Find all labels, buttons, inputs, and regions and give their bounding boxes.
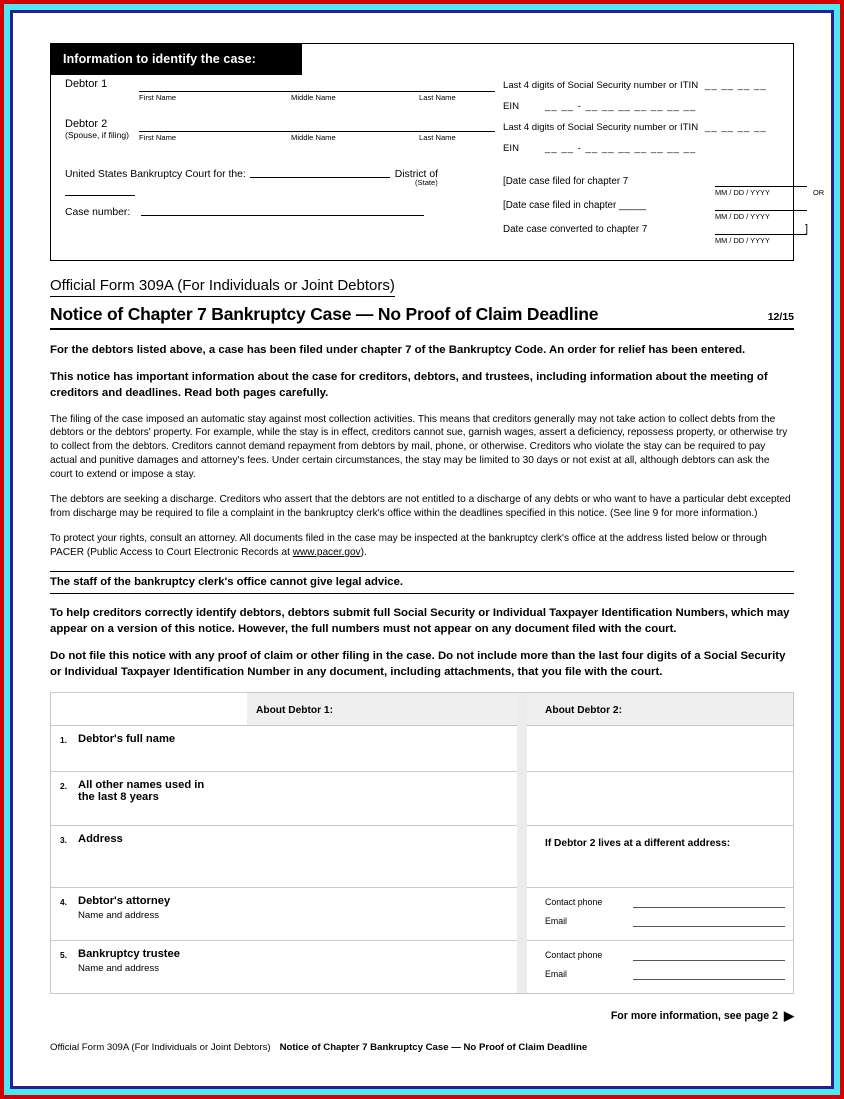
row-5-debtor1-cell[interactable] — [247, 941, 527, 993]
debtor-2-ssn-blanks[interactable]: __ __ __ __ — [705, 122, 767, 133]
debtor-1-row — [65, 78, 495, 118]
debtor-2-last-caption: Last Name — [419, 133, 456, 142]
date-filed-chapter-caption: MM / DD / YYYY — [715, 212, 770, 221]
attorney-email-field[interactable] — [633, 926, 785, 927]
table-row — [51, 888, 793, 941]
row-1-number: 1. — [60, 734, 67, 745]
row-5-number: 5. — [60, 949, 67, 960]
row-1-label-cell — [51, 726, 247, 771]
debtor-1-middle-caption: Middle Name — [291, 93, 336, 102]
paragraph-notice-importance: This notice has important information about the case for creditors, debtors, and trustees, including information about the meeting of creditors and deadlines. Read both pages carefully. — [50, 371, 768, 400]
row-2-debtor1-cell[interactable] — [247, 772, 527, 825]
row-4-debtor1-cell[interactable] — [247, 888, 527, 940]
form-title-block — [50, 277, 794, 330]
row-4-label: Debtor's attorney — [78, 894, 171, 907]
page-frame-mid — [4, 4, 840, 1095]
pacer-link[interactable]: www.pacer.gov — [292, 546, 361, 558]
row-2-debtor2-cell[interactable] — [527, 772, 793, 825]
debtor-1-ssn-label: Last 4 digits of Social Security number or ITIN — [503, 80, 699, 91]
row-5-label-cell — [51, 941, 247, 993]
trustee-phone-field[interactable] — [633, 960, 785, 961]
protect-rights-text-after: ). — [360, 546, 367, 558]
attorney-phone-label: Contact phone — [545, 896, 603, 907]
more-information-note — [50, 1008, 794, 1024]
debtor-1-ein-row — [503, 99, 783, 120]
debtor-2-name-captions — [139, 133, 495, 145]
date-filed-ch7-caption: MM / DD / YYYY — [715, 188, 770, 197]
date-or-text: OR — [813, 188, 825, 197]
paragraph-protect-rights — [50, 532, 794, 560]
row-5-label: Bankruptcy trustee — [78, 947, 180, 960]
date-filed-ch7-label: [Date case filed for chapter 7 — [503, 176, 629, 187]
debtor-1-ein-label: EIN — [503, 101, 519, 112]
row-3-label: Address — [78, 832, 123, 845]
date-filed-ch7-row — [503, 176, 825, 200]
row-3-debtor2-cell[interactable] — [527, 826, 793, 887]
debtor-2-sublabel: (Spouse, if filing) — [65, 130, 130, 140]
protect-rights-text-before: To protect your rights, consult an attorney. All documents filed in the case may be inspected at the bankruptcy clerk's office at the address listed below or through PACER (Public Access to Court Electronic Records at — [50, 533, 767, 558]
debtor-1-last-caption: Last Name — [419, 93, 456, 102]
row-5-sublabel: Name and address — [78, 962, 160, 974]
attorney-email-label: Email — [545, 915, 567, 926]
row-3-debtor1-cell[interactable] — [247, 826, 527, 887]
case-number-row — [65, 206, 495, 218]
table-header-row — [51, 693, 793, 726]
debtor-2-first-caption: First Name — [139, 133, 177, 142]
date-closing-bracket: ] — [805, 223, 809, 235]
attorney-phone-line — [545, 895, 793, 914]
identity-header-label: Information to identify the case: — [63, 52, 256, 66]
paragraph-automatic-stay: The filing of the case imposed an automatic stay against most collection activities. This means that creditors generally may not take action to collect debts from the debtors or the debtors' property. For example, while the stay is in effect, creditors cannot sue, garnish wages, assert a deficiency, repossess property, or otherwise try to collect from the debtors. Creditors cannot demand repayment from debtors by mail, phone, or otherwise. Creditors who violate the stay can be required to pay actual and punitive damages and attorney's fees. Under certain circumstances, the stay may be limited to 30 days or not exist at all, although debtors can ask the court to extend or impose a stay. — [50, 413, 788, 481]
trustee-contact-group — [545, 948, 793, 986]
document-page — [13, 13, 831, 1086]
row-4-contact-cell — [527, 888, 793, 940]
debtor-1-ein-blanks[interactable]: __ __ - __ __ __ __ __ __ __ — [545, 101, 697, 112]
date-filed-chapter-label: [Date case filed in chapter _____ — [503, 200, 647, 211]
debtor-2-ein-label: EIN — [503, 143, 519, 154]
row-2-label-cell — [51, 772, 247, 825]
debtor-1-name-captions — [139, 93, 495, 105]
debtor-1-name-line[interactable] — [139, 91, 495, 92]
debtor-1-ssn-blanks[interactable]: __ __ __ __ — [705, 80, 767, 91]
paragraph-discharge: The debtors are seeking a discharge. Creditors who assert that the debtors are not entitled to a discharge of any debts or who want to have a particular debt excepted from discharge may be required to file a complaint in the bankruptcy clerk's office within the deadlines specified in this notice. (See line 9 for more information.) — [50, 494, 791, 520]
row-1-debtor1-cell[interactable] — [247, 726, 527, 771]
court-prefix-label: United States Bankruptcy Court for the: — [65, 169, 246, 180]
table-row — [51, 826, 793, 888]
right-triangle-icon: ▶ — [784, 1007, 794, 1023]
row-3-different-address-note: If Debtor 2 lives at a different address: — [545, 837, 731, 849]
date-filed-chapter-field[interactable] — [715, 200, 807, 211]
row-3-number: 3. — [60, 834, 67, 845]
date-filed-ch7-field[interactable] — [715, 176, 807, 187]
row-4-sublabel: Name and address — [78, 909, 160, 921]
notice-body — [50, 342, 794, 681]
identity-body — [51, 78, 825, 260]
paragraph-order-for-relief: For the debtors listed above, a case has been filed under chapter 7 of the Bankruptcy Code. An order for relief has been entered. — [50, 344, 746, 356]
attorney-contact-group — [545, 895, 793, 933]
debtor-info-table — [50, 692, 794, 994]
date-converted-caption: MM / DD / YYYY — [715, 236, 770, 245]
row-2-number: 2. — [60, 780, 67, 791]
row-3-label-cell — [51, 826, 247, 887]
debtor-2-ssn-label: Last 4 digits of Social Security number or ITIN — [503, 122, 699, 133]
court-row — [65, 164, 495, 198]
clerk-legal-advice-note: The staff of the bankruptcy clerk's office cannot give legal advice. — [50, 571, 794, 594]
trustee-phone-line — [545, 948, 793, 967]
district-state-field[interactable] — [65, 186, 135, 196]
debtor-1-label: Debtor 1 — [65, 78, 108, 90]
row-2-label: All other names used in — [78, 778, 205, 791]
column-header-about-debtor-1: About Debtor 1: — [256, 704, 333, 716]
court-name-field[interactable] — [250, 168, 390, 178]
debtor-2-label: Debtor 2 — [65, 118, 108, 130]
row-4-number: 4. — [60, 896, 67, 907]
date-converted-field[interactable] — [715, 224, 807, 235]
page-frame-inner — [10, 10, 834, 1089]
case-number-field[interactable] — [141, 206, 424, 216]
debtor-2-middle-caption: Middle Name — [291, 133, 336, 142]
page-title: Notice of Chapter 7 Bankruptcy Case — No Proof of Claim Deadline — [50, 304, 599, 324]
debtor-2-ssn-row — [503, 120, 783, 141]
debtor-2-ein-row — [503, 141, 783, 162]
table-row — [51, 772, 793, 826]
table-column-divider — [517, 693, 527, 993]
more-information-label: For more information, see page 2 — [610, 1009, 778, 1022]
table-header-cell-num — [51, 693, 247, 725]
trustee-email-line — [545, 967, 793, 986]
table-header-cell-debtor1 — [247, 693, 527, 725]
row-2-label-line2: the last 8 years — [78, 790, 159, 803]
page-footer — [50, 1042, 794, 1053]
form-number-label: Official Form 309A (For Individuals or Joint Debtors) — [50, 277, 395, 297]
debtor-2-ein-blanks[interactable]: __ __ - __ __ __ __ __ __ __ — [545, 143, 697, 154]
date-converted-row — [503, 223, 809, 248]
trustee-email-label: Email — [545, 968, 567, 979]
row-1-label: Debtor's full name — [78, 732, 176, 745]
table-header-cell-debtor2 — [527, 693, 793, 725]
row-5-contact-cell — [527, 941, 793, 993]
case-identity-box — [50, 43, 825, 261]
attorney-email-line — [545, 914, 793, 933]
date-filed-chapter-row — [503, 200, 783, 224]
identity-left-column — [65, 78, 495, 218]
table-row — [51, 941, 793, 993]
trustee-phone-label: Contact phone — [545, 949, 603, 960]
trustee-email-field[interactable] — [633, 979, 785, 980]
debtor-1-first-caption: First Name — [139, 93, 177, 102]
district-label: District of — [394, 169, 438, 180]
form-title-line — [50, 304, 794, 330]
date-converted-label: Date case converted to chapter 7 — [503, 224, 648, 235]
debtor-2-row — [65, 118, 495, 158]
paragraph-identify-debtors: To help creditors correctly identify debtors, debtors submit full Social Security or Individual Taxpayer Identification Numbers, which may appear on a version of this notice. However, the full numbers must not appear on any document filed with the court. — [50, 606, 790, 636]
state-caption: (State) — [415, 178, 438, 187]
identity-right-column — [503, 78, 825, 248]
row-4-label-cell — [51, 888, 247, 940]
debtor-2-name-line[interactable] — [139, 131, 495, 132]
column-header-about-debtor-2: About Debtor 2: — [545, 704, 622, 716]
form-revision-date: 12/15 — [767, 311, 794, 323]
case-number-label: Case number: — [65, 207, 131, 218]
row-1-debtor2-cell[interactable] — [527, 726, 793, 771]
table-row — [51, 726, 793, 772]
identity-header-bar — [50, 43, 302, 75]
debtor-1-ssn-row — [503, 78, 783, 99]
date-block — [503, 176, 825, 248]
paragraph-do-not-file: Do not file this notice with any proof of claim or other filing in the case. Do not include more than the last four digits of a Social Security or Individual Taxpayer Identification Number in any document, including attachments, that you file with the court. — [50, 650, 786, 679]
footer-form-number: Official Form 309A (For Individuals or Joint Debtors) — [50, 1041, 271, 1053]
attorney-phone-field[interactable] — [633, 907, 785, 908]
footer-form-title: Notice of Chapter 7 Bankruptcy Case — No Proof of Claim Deadline — [279, 1041, 588, 1053]
